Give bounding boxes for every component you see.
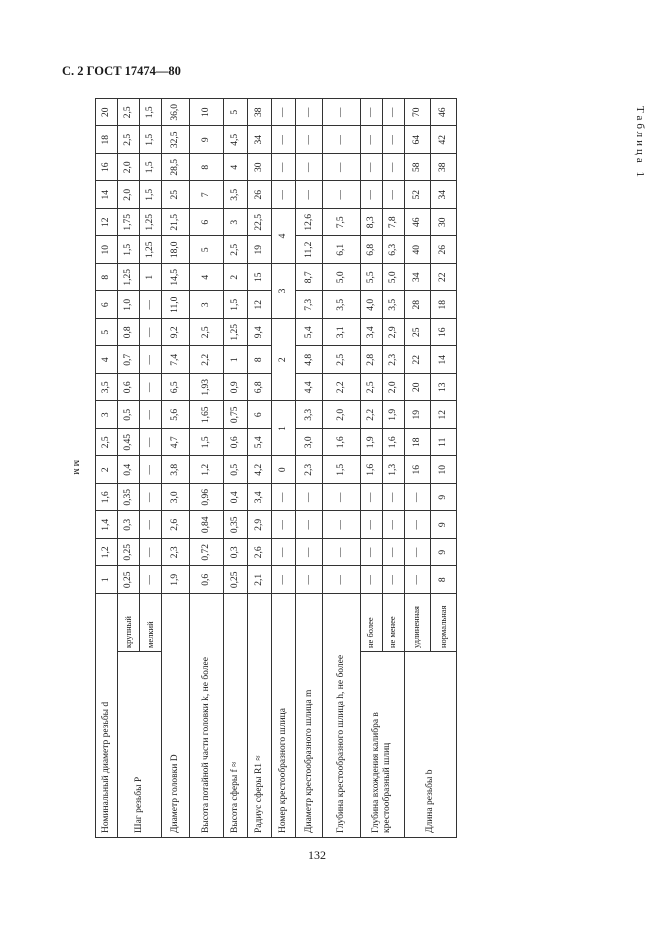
thread-length-group-label: Длина резьбы b — [404, 652, 456, 838]
table-cell: — — [382, 566, 404, 594]
table-cell: 1,0 — [118, 291, 140, 319]
head-diameter-label: Диаметр головки D — [162, 594, 190, 838]
table-cell: 64 — [404, 126, 430, 154]
table-cell: 2,0 — [382, 374, 404, 402]
table-cell: 5,0 — [322, 264, 360, 292]
table-cell: 2,5 — [118, 126, 140, 154]
table-cell: 6,8 — [360, 236, 382, 264]
table-cell: — — [296, 126, 322, 154]
column-header: 3 — [96, 401, 118, 429]
table-cell: 3,8 — [162, 456, 190, 484]
table-cell: — — [140, 401, 162, 429]
table-cell: 1 — [272, 401, 296, 456]
table-cell: 0,5 — [224, 456, 248, 484]
table-cell: 9 — [430, 484, 456, 512]
table-cell: 6,8 — [248, 374, 272, 402]
table-cell: — — [296, 511, 322, 539]
column-header: 1,6 — [96, 484, 118, 512]
table-cell: — — [360, 484, 382, 512]
table-cell: 30 — [248, 154, 272, 182]
table-cell: — — [360, 181, 382, 209]
pitch-group-label: Шаг резьбы P — [118, 652, 162, 838]
table-cell: 4,8 — [296, 346, 322, 374]
table-cell: — — [272, 154, 296, 182]
table-cell: 8 — [190, 154, 224, 182]
table-cell: — — [140, 484, 162, 512]
table-row — [404, 99, 430, 838]
table-cell: 6,5 — [162, 374, 190, 402]
table-cell: 3,5 — [224, 181, 248, 209]
table-container — [95, 98, 457, 838]
table-cell: 1,5 — [224, 291, 248, 319]
table-cell: 19 — [248, 236, 272, 264]
table-cell: — — [322, 484, 360, 512]
table-cell: — — [272, 511, 296, 539]
table-cell: 1,9 — [382, 401, 404, 429]
table-cell: 4,7 — [162, 429, 190, 457]
table-cell: 2,6 — [248, 539, 272, 567]
table-cell: 1,9 — [360, 429, 382, 457]
table-cell: 0,5 — [118, 401, 140, 429]
table-cell: 7,8 — [382, 209, 404, 237]
column-header: 8 — [96, 264, 118, 292]
table-cell: 30 — [430, 209, 456, 237]
table-cell: 1,25 — [140, 209, 162, 237]
table-cell: 7,4 — [162, 346, 190, 374]
table-caption: Таблица 1 — [634, 106, 646, 181]
table-cell: 2,3 — [296, 456, 322, 484]
table-cell: 18 — [430, 291, 456, 319]
table-cell: 15 — [248, 264, 272, 292]
table-cell: 7,3 — [296, 291, 322, 319]
table-cell: 2,2 — [322, 374, 360, 402]
table-cell: — — [296, 539, 322, 567]
table-cell: 3,0 — [162, 484, 190, 512]
table-cell: 32,5 — [162, 126, 190, 154]
table-cell: — — [296, 99, 322, 127]
table-cell: 5 — [224, 99, 248, 127]
table-cell: 0,35 — [118, 484, 140, 512]
table-cell: — — [360, 511, 382, 539]
table-cell: 1,6 — [382, 429, 404, 457]
table-cell: 0,45 — [118, 429, 140, 457]
table-row — [162, 99, 190, 838]
table-cell: 0,3 — [224, 539, 248, 567]
table-cell: 38 — [248, 99, 272, 127]
table-cell: 7 — [190, 181, 224, 209]
table-cell: — — [140, 456, 162, 484]
table-cell: 16 — [430, 319, 456, 347]
table-row — [190, 99, 224, 838]
table-cell: 9 — [430, 511, 456, 539]
table-cell: 2,8 — [360, 346, 382, 374]
table-cell: 1,3 — [382, 456, 404, 484]
table-cell: 2,6 — [162, 511, 190, 539]
table-cell: — — [360, 566, 382, 594]
column-header: 4 — [96, 346, 118, 374]
table-cell: 4,5 — [224, 126, 248, 154]
table-cell: 3,5 — [322, 291, 360, 319]
table-cell: 3 — [272, 264, 296, 319]
table-cell: 0,35 — [224, 511, 248, 539]
table-cell: 0,7 — [118, 346, 140, 374]
table-cell: 1,25 — [118, 264, 140, 292]
table-cell: 8 — [430, 566, 456, 594]
table-cell: 0,4 — [118, 456, 140, 484]
table-cell: — — [382, 181, 404, 209]
page-header: С. 2 ГОСТ 17474—80 — [62, 64, 181, 78]
table-cell: 19 — [404, 401, 430, 429]
table-cell: — — [272, 99, 296, 127]
table-cell: — — [322, 566, 360, 594]
column-header: 20 — [96, 99, 118, 127]
table-cell: 5,6 — [162, 401, 190, 429]
table-cell: 1,5 — [322, 456, 360, 484]
table-cell: 26 — [248, 181, 272, 209]
table-cell: — — [404, 511, 430, 539]
table-cell: — — [272, 539, 296, 567]
gauge-sub-label: не менее — [382, 594, 404, 652]
table-cell: 46 — [430, 99, 456, 127]
table-cell: 0,25 — [118, 539, 140, 567]
page-number: 132 — [308, 848, 326, 862]
table-cell: 2 — [224, 264, 248, 292]
table-cell: 3,1 — [322, 319, 360, 347]
table-cell: — — [272, 181, 296, 209]
pitch-sub-label: крупный — [118, 594, 140, 652]
table-cell: — — [272, 484, 296, 512]
table-cell: 1,5 — [190, 429, 224, 457]
table-cell: — — [322, 126, 360, 154]
table-cell: 34 — [430, 181, 456, 209]
table-cell: 0 — [272, 456, 296, 484]
gauge-group-label: Глубина вхождения калибра в крестообразный шлиц — [360, 652, 404, 838]
table-cell: 0,6 — [224, 429, 248, 457]
table-cell: 5,0 — [382, 264, 404, 292]
table-cell: 2,5 — [322, 346, 360, 374]
column-header: 1,2 — [96, 539, 118, 567]
pitch-sub-label: мелкий — [140, 594, 162, 652]
table-cell: — — [272, 566, 296, 594]
head-height-label: Высота потайной части головки k, не более — [190, 594, 224, 838]
table-cell: — — [360, 154, 382, 182]
table-cell: 22 — [430, 264, 456, 292]
table-cell: 36,0 — [162, 99, 190, 127]
table-cell: 1,6 — [360, 456, 382, 484]
table-cell: 22 — [404, 346, 430, 374]
table-row — [360, 99, 382, 838]
thread-length-sub-label: нормальная — [430, 594, 456, 652]
table-cell: 14 — [430, 346, 456, 374]
table-cell: 0,75 — [224, 401, 248, 429]
table-cell: 10 — [430, 456, 456, 484]
column-header: 10 — [96, 236, 118, 264]
column-header: 16 — [96, 154, 118, 182]
table-cell: 2,2 — [190, 346, 224, 374]
table-cell: 0,9 — [224, 374, 248, 402]
table-cell: 25 — [404, 319, 430, 347]
table-cell: 0,84 — [190, 511, 224, 539]
table-cell: 0,72 — [190, 539, 224, 567]
table-cell: 20 — [404, 374, 430, 402]
table-cell: 2,3 — [162, 539, 190, 567]
table-cell: 1,65 — [190, 401, 224, 429]
table-cell: 70 — [404, 99, 430, 127]
table-cell: 3,4 — [248, 484, 272, 512]
table-cell: 0,96 — [190, 484, 224, 512]
table-cell: 2,5 — [190, 319, 224, 347]
table-cell: — — [382, 511, 404, 539]
table-cell: 1,5 — [140, 126, 162, 154]
table-cell: 2 — [272, 319, 296, 402]
column-header: 2 — [96, 456, 118, 484]
table-cell: 16 — [404, 456, 430, 484]
table-cell: 1,75 — [118, 209, 140, 237]
table-cell: — — [322, 99, 360, 127]
table-cell: — — [140, 291, 162, 319]
table-cell: 46 — [404, 209, 430, 237]
table-cell: 12 — [430, 401, 456, 429]
table-cell: — — [382, 539, 404, 567]
table-cell: 3 — [190, 291, 224, 319]
table-cell: 52 — [404, 181, 430, 209]
table-cell: 9,4 — [248, 319, 272, 347]
table-cell: — — [296, 484, 322, 512]
table-row — [272, 99, 296, 838]
table-cell: — — [382, 99, 404, 127]
sphere-radius-label: Радиус сферы R1 ≈ — [248, 594, 272, 838]
column-header: 6 — [96, 291, 118, 319]
slot-number-label: Номер крестообразного шлица — [272, 594, 296, 838]
table-cell: 5 — [190, 236, 224, 264]
table-cell: 2,0 — [118, 154, 140, 182]
table-cell: 9 — [190, 126, 224, 154]
table-cell: 34 — [404, 264, 430, 292]
table-cell: 2,5 — [118, 99, 140, 127]
table-cell: 10 — [190, 99, 224, 127]
table-cell: — — [296, 181, 322, 209]
table-cell: 1,5 — [140, 99, 162, 127]
table-cell: 28 — [404, 291, 430, 319]
table-cell: — — [382, 484, 404, 512]
table-cell: 28,5 — [162, 154, 190, 182]
table-cell: 6 — [248, 401, 272, 429]
table-cell: 1,2 — [190, 456, 224, 484]
column-header: 18 — [96, 126, 118, 154]
table-cell: 8,7 — [296, 264, 322, 292]
table-cell: 9,2 — [162, 319, 190, 347]
table-cell: 3,3 — [296, 401, 322, 429]
table-cell: 5,4 — [248, 429, 272, 457]
table-cell: — — [272, 126, 296, 154]
table-cell: 2,9 — [382, 319, 404, 347]
table-cell: 2,9 — [248, 511, 272, 539]
table-cell: 4,2 — [248, 456, 272, 484]
table-cell: 2,0 — [118, 181, 140, 209]
table-cell: 5,5 — [360, 264, 382, 292]
table-cell: 6,3 — [382, 236, 404, 264]
table-cell: 1,5 — [140, 181, 162, 209]
gauge-sub-label: не более — [360, 594, 382, 652]
column-header: 3,5 — [96, 374, 118, 402]
table-cell: 0,4 — [224, 484, 248, 512]
table-cell: 4,0 — [360, 291, 382, 319]
table-cell: — — [360, 99, 382, 127]
table-cell: — — [404, 566, 430, 594]
table-cell: — — [140, 374, 162, 402]
table-cell: 1,25 — [140, 236, 162, 264]
table-cell: 5,4 — [296, 319, 322, 347]
table-cell: — — [382, 154, 404, 182]
table-row — [296, 99, 322, 838]
table-cell: 42 — [430, 126, 456, 154]
table-cell: — — [404, 484, 430, 512]
table-cell: — — [322, 181, 360, 209]
table-row — [118, 99, 140, 838]
slot-diameter-label: Диаметр крестообразного шлица m — [296, 594, 322, 838]
table-cell: 0,6 — [190, 566, 224, 594]
table-cell: 0,3 — [118, 511, 140, 539]
slot-depth-label: Глубина крестообразного шлица h, не более — [322, 594, 360, 838]
table-cell: 38 — [430, 154, 456, 182]
table-cell: — — [322, 539, 360, 567]
table-cell: 18 — [404, 429, 430, 457]
table-cell: — — [360, 539, 382, 567]
table-cell: 0,6 — [118, 374, 140, 402]
table-cell: 34 — [248, 126, 272, 154]
table-cell: 1,25 — [224, 319, 248, 347]
table-cell: — — [140, 346, 162, 374]
table-cell: — — [140, 566, 162, 594]
table-cell: — — [322, 154, 360, 182]
table-cell: 1,93 — [190, 374, 224, 402]
table-cell: — — [296, 154, 322, 182]
table-cell: 11 — [430, 429, 456, 457]
column-header: 12 — [96, 209, 118, 237]
table-cell: 9 — [430, 539, 456, 567]
table-cell: 0,25 — [118, 566, 140, 594]
column-header: 1,4 — [96, 511, 118, 539]
table-cell: 3,0 — [296, 429, 322, 457]
table-cell: 2,3 — [382, 346, 404, 374]
table-cell: 22,5 — [248, 209, 272, 237]
table-cell: 2,2 — [360, 401, 382, 429]
table-cell: — — [404, 539, 430, 567]
table-cell: 25 — [162, 181, 190, 209]
table-cell: 11,2 — [296, 236, 322, 264]
table-cell: 4 — [190, 264, 224, 292]
table-cell: 58 — [404, 154, 430, 182]
table-cell: 1,5 — [140, 154, 162, 182]
table-cell: 2,1 — [248, 566, 272, 594]
table-cell: 6,1 — [322, 236, 360, 264]
table-cell: — — [382, 126, 404, 154]
table-cell: 8 — [248, 346, 272, 374]
table-cell: 4 — [224, 154, 248, 182]
table-cell: — — [140, 429, 162, 457]
table-cell: 2,5 — [224, 236, 248, 264]
table-cell: 12,6 — [296, 209, 322, 237]
column-header: 2,5 — [96, 429, 118, 457]
table-cell: 14,5 — [162, 264, 190, 292]
table-row — [248, 99, 272, 838]
table-cell: 0,25 — [224, 566, 248, 594]
table-cell: 3,4 — [360, 319, 382, 347]
column-header: 5 — [96, 319, 118, 347]
table-cell: 2,5 — [360, 374, 382, 402]
table-cell: — — [140, 539, 162, 567]
table-cell: 1,6 — [322, 429, 360, 457]
table-cell: 0,8 — [118, 319, 140, 347]
table-cell: 26 — [430, 236, 456, 264]
data-table — [95, 98, 457, 838]
table-header-row — [96, 99, 118, 838]
column-header: 14 — [96, 181, 118, 209]
table-cell: 4,4 — [296, 374, 322, 402]
table-cell: 6 — [190, 209, 224, 237]
table-cell: 2,0 — [322, 401, 360, 429]
table-cell: 8,3 — [360, 209, 382, 237]
table-cell: 40 — [404, 236, 430, 264]
table-cell: — — [140, 511, 162, 539]
thread-length-sub-label: удлиненная — [404, 594, 430, 652]
table-cell: 1 — [140, 264, 162, 292]
table-cell: 3,5 — [382, 291, 404, 319]
table-cell: 18,0 — [162, 236, 190, 264]
table-cell: 11,0 — [162, 291, 190, 319]
sphere-height-label: Высота сферы f ≈ — [224, 594, 248, 838]
table-cell: 7,5 — [322, 209, 360, 237]
table-cell: 13 — [430, 374, 456, 402]
table-cell: — — [322, 511, 360, 539]
table-cell: — — [296, 566, 322, 594]
table-row — [224, 99, 248, 838]
table-cell: 1 — [224, 346, 248, 374]
table-cell: 4 — [272, 209, 296, 264]
column-header: 1 — [96, 566, 118, 594]
diameter-label: Номинальный диаметр резьбы d — [96, 594, 118, 838]
table-cell: 21,5 — [162, 209, 190, 237]
table-cell: 3 — [224, 209, 248, 237]
table-cell: 1,5 — [118, 236, 140, 264]
table-cell: 12 — [248, 291, 272, 319]
table-cell: 1,9 — [162, 566, 190, 594]
table-cell: — — [360, 126, 382, 154]
units-label: мм — [71, 460, 82, 477]
table-cell: — — [140, 319, 162, 347]
table-row — [322, 99, 360, 838]
